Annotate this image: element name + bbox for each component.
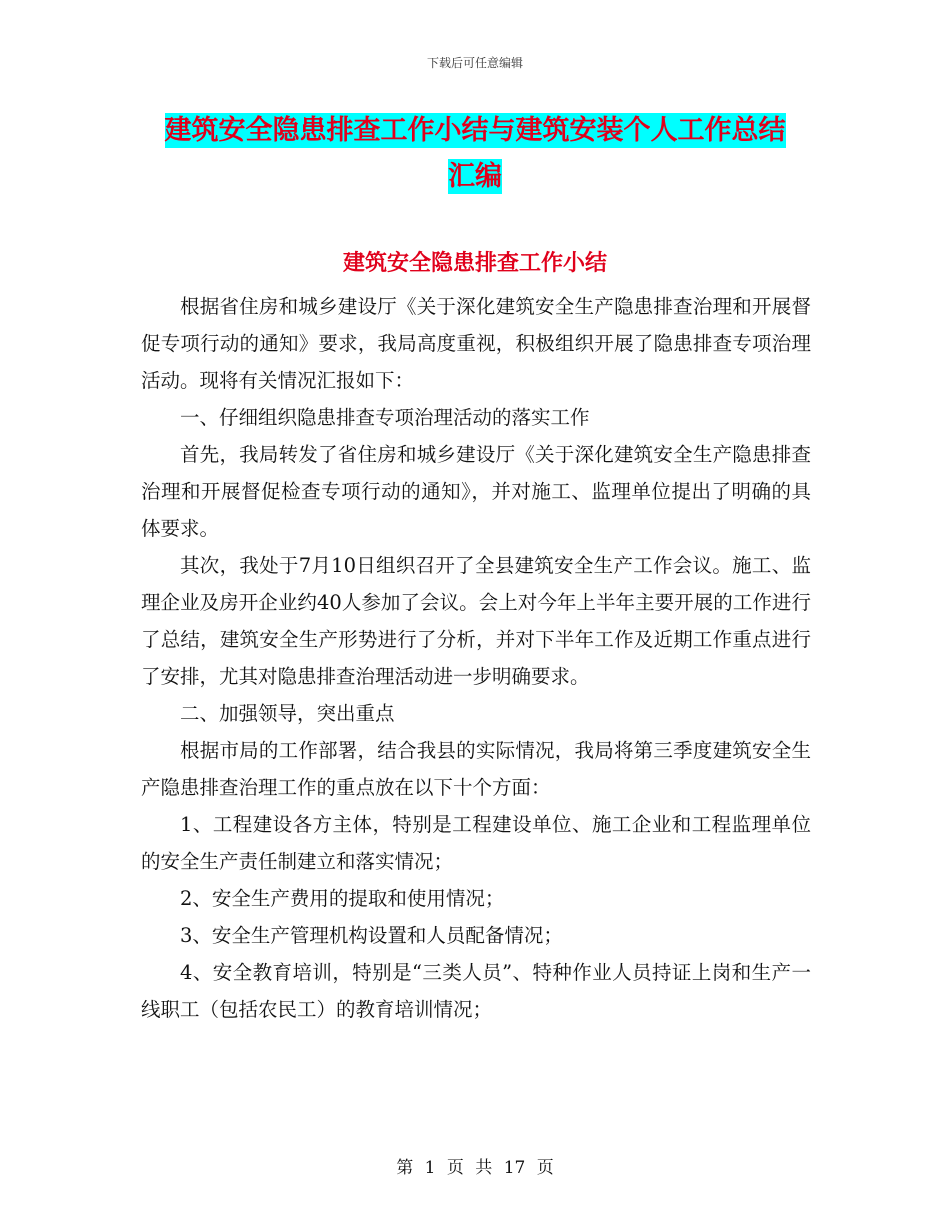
paragraph: 一、仔细组织隐患排查专项治理活动的落实工作 [180, 406, 590, 429]
document-title-line1: 建筑安全隐患排查工作小结与建筑安装个人工作总结 [164, 115, 786, 146]
paragraph: 首先，我局转发了省住房和城乡建设厅《关于深化建筑安全生产隐患排查治理和开展督促检查专项行动的通知》，并对施工、监理单位提出了明确的具体要求。 [141, 443, 811, 540]
paragraph: 4、安全教育培训，特别是“三类人员”、特种作业人员持证上岗和生产一线职工（包括农民工）的教育培训情况； [141, 961, 811, 1021]
body-text [141, 288, 811, 1028]
document-title [140, 108, 810, 200]
document-title-line2: 汇编 [448, 161, 502, 192]
section-title: 建筑安全隐患排查工作小结 [342, 251, 607, 276]
paragraph: 根据市局的工作部署，结合我县的实际情况，我局将第三季度建筑安全生产隐患排查治理工作的重点放在以下十个方面： [141, 739, 811, 799]
paragraph: 1、工程建设各方主体，特别是工程建设单位、施工企业和工程监理单位的安全生产责任制建立和落实情况； [141, 813, 811, 873]
paragraph: 二、加强领导，突出重点 [180, 702, 395, 725]
header-note: 下载后可任意编辑 [426, 56, 523, 70]
paragraph: 3、安全生产管理机构设置和人员配备情况； [180, 924, 563, 947]
paragraph: 其次，我处于7月10日组织召开了全县建筑安全生产工作会议。施工、监理企业及房开企业约40人参加了会议。会上对今年上半年主要开展的工作进行了总结，建筑安全生产形势进行了分析，并对下半年工作及近期工作重点进行了安排，尤其对隐患排查治理活动进一步明确要求。 [141, 554, 811, 688]
paragraph: 根据省住房和城乡建设厅《关于深化建筑安全生产隐患排查治理和开展督促专项行动的通知》要求，我局高度重视，积极组织开展了隐患排查专项治理活动。现将有关情况汇报如下： [141, 295, 811, 392]
page-footer: 第 1 页 共 17 页 [396, 1158, 554, 1178]
paragraph: 2、安全生产费用的提取和使用情况； [180, 887, 505, 910]
